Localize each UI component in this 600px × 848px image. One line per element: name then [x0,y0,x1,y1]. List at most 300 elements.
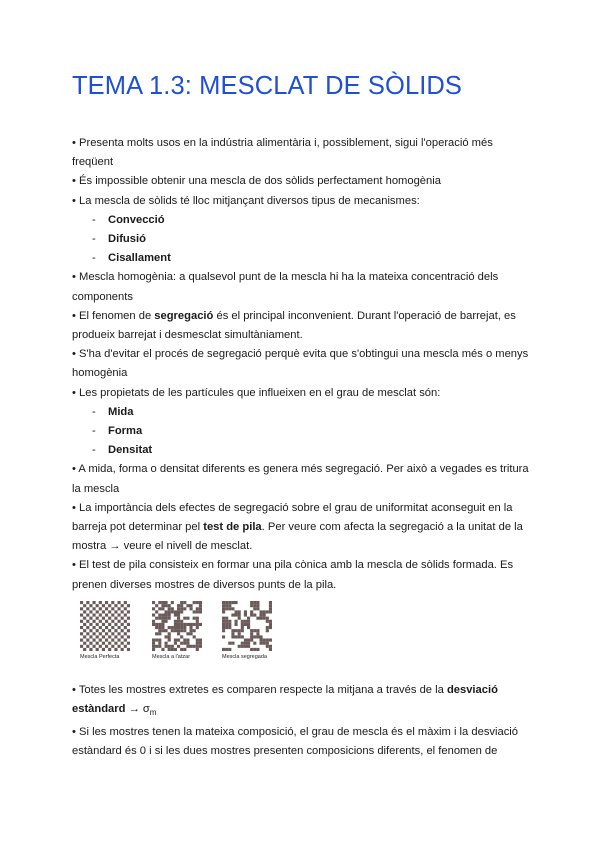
particle [263,638,266,641]
particle [124,620,127,623]
particle [102,610,105,613]
particle [180,604,183,607]
particle [118,620,121,623]
particle [111,613,114,616]
property-shape: Forma [108,425,143,438]
particle [161,648,164,651]
list-item: - Convecció [92,213,165,226]
particle [102,642,105,645]
paragraph-pile-test: • La importància dels efectes de segregació sobre el grau de uniformitat aconseguit en la barreja pot determinar pel test de pila. Per veure com afecta la segregació a la unitat de la mostra → veure el nivell de mesclat. [72,501,523,553]
particle [152,601,155,604]
particle [102,617,105,620]
particle [269,607,272,610]
particle [190,626,193,629]
particle [165,642,168,645]
particle [180,629,183,632]
particle [99,613,102,616]
particle [196,645,199,648]
particle [108,617,111,620]
particle [269,623,272,626]
particle [199,610,202,613]
particle [86,645,89,648]
particle [96,629,99,632]
particle [158,642,161,645]
particle [222,617,225,620]
mechanism-convection: Convecció [108,213,165,226]
particle [250,601,253,604]
particle [222,623,225,626]
particle [118,632,121,635]
particle [177,620,180,623]
particle [99,607,102,610]
particle [102,635,105,638]
particle [114,635,117,638]
particle [193,610,196,613]
particle [93,626,96,629]
particle [190,623,193,626]
particle [105,620,108,623]
particle [231,642,234,645]
particle [241,626,244,629]
particle [161,604,164,607]
particle [231,629,234,632]
particle [235,635,238,638]
particle [238,613,241,616]
particle [114,629,117,632]
particle [121,642,124,645]
particle [86,632,89,635]
particle [222,629,225,632]
particle [180,626,183,629]
particle [158,629,161,632]
particle [118,607,121,610]
particle [155,610,158,613]
particle [228,623,231,626]
particle [247,626,250,629]
particle [83,648,86,651]
particle [222,601,225,604]
paragraph-pile-description: • El test de pila consisteix en formar una pila cònica amb la mescla de sòlids formada. Es prenen diverses mostres de diversos punts de la pila. [72,559,514,591]
particle [263,610,266,613]
particle [235,623,238,626]
particle [199,638,202,641]
particle [152,648,155,651]
particle [183,623,186,626]
particle [228,604,231,607]
particle [86,620,89,623]
particle [83,617,86,620]
paragraph-mechanisms: • La mescla de sòlids té lloc mitjançant diversos tipus de mecanismes: [72,194,420,207]
particle [124,645,127,648]
particle [114,610,117,613]
particle [269,638,272,641]
particle [165,620,168,623]
particle [256,601,259,604]
particle [155,632,158,635]
particle [127,642,130,645]
particle [168,613,171,616]
particle [241,635,244,638]
particle [89,642,92,645]
particle [196,620,199,623]
particle [256,607,259,610]
particle [96,604,99,607]
particle [186,638,189,641]
paragraph-standard-deviation: • Totes les mostres extretes es comparen respecte la mitjana a través de la desviació estàndard → $\sigma_m$ [72,683,498,718]
particle [193,645,196,648]
particle [111,638,114,641]
particle [238,635,241,638]
particle [171,610,174,613]
particle [165,601,168,604]
particle [269,620,272,623]
particle [269,604,272,607]
particle [96,635,99,638]
particle [89,610,92,613]
particle [244,620,247,623]
particle [228,642,231,645]
particle [165,645,168,648]
particle [196,601,199,604]
particle [256,629,259,632]
particle [165,613,168,616]
particle [152,623,155,626]
list-item: - Difusió [92,233,146,246]
paragraph-uses: • Presenta molts usos en la indústria alimentària i, possiblement, sigui l'operació més freqüent [72,137,493,169]
particle [93,601,96,604]
particle [247,617,250,620]
particle [250,635,253,638]
particle [152,645,155,648]
particle [247,642,250,645]
particle [174,623,177,626]
particle [269,601,272,604]
particle [108,604,111,607]
particle [118,626,121,629]
particle [93,620,96,623]
particle [80,638,83,641]
particle [177,626,180,629]
particle [165,610,168,613]
particle [186,617,189,620]
particle [171,629,174,632]
particle [250,604,253,607]
particle [177,613,180,616]
particle [231,632,234,635]
particle [183,629,186,632]
particle [260,635,263,638]
particle [158,617,161,620]
particle [105,632,108,635]
particle [190,645,193,648]
particle [235,613,238,616]
paragraph-segregation: • El fenomen de segregació és el principal inconvenient. Durant l'operació de barrejat, es produeix barrejat i desmesclat simultàniament. [72,309,516,342]
particle [256,648,259,651]
particle [108,623,111,626]
particle [174,620,177,623]
particle [186,642,189,645]
particle [168,632,171,635]
particle [244,610,247,613]
particle [180,648,183,651]
particle [186,604,189,607]
perfect-mix-image [80,601,130,651]
particle [165,617,168,620]
particle [99,638,102,641]
particle [80,626,83,629]
particle [83,604,86,607]
paragraph-composition: • Si les mostres tenen la mateixa composició, el grau de mescla és el màxim i la desviació estàndard és 0 i si les dues mostres presenten composicions diferents, el fenomen de [72,725,519,757]
particle [165,629,168,632]
particle [266,617,269,620]
particle [171,626,174,629]
particle [250,632,253,635]
particle [244,638,247,641]
list-item: - Densitat [92,444,153,457]
particle [266,626,269,629]
particle [89,617,92,620]
particle [266,629,269,632]
particle [193,635,196,638]
particle [161,629,164,632]
particle [105,607,108,610]
particle [99,601,102,604]
particle [244,613,247,616]
particle [121,648,124,651]
particle [228,648,231,651]
particle [174,610,177,613]
particle [174,626,177,629]
particle [111,620,114,623]
figure-segregated-mix [222,601,302,661]
particle [190,604,193,607]
particle [93,607,96,610]
particle [238,629,241,632]
particle [177,610,180,613]
particle [83,629,86,632]
property-size: Mida [108,405,134,418]
particle [225,604,228,607]
particle [124,601,127,604]
particle [105,626,108,629]
particle [196,607,199,610]
particle [111,607,114,610]
particle [253,607,256,610]
particle [225,607,228,610]
particle [114,617,117,620]
particle [108,629,111,632]
particle [121,629,124,632]
particle [260,617,263,620]
particle [241,623,244,626]
particle [199,604,202,607]
list-item: - Cisallament [92,252,171,265]
particle [196,638,199,641]
figure-perfect-mix [80,601,160,661]
mixture-figures [72,595,530,681]
particle [196,623,199,626]
paragraph-differences: • A mida, forma o densitat diferents es genera més segregació. Per això a vegades es tritura la mescla [72,463,529,495]
particle [177,604,180,607]
particle [250,648,253,651]
particle [183,638,186,641]
segregated-mix-image [222,601,272,651]
particle [127,610,130,613]
particle [193,623,196,626]
particle [114,648,117,651]
particle [269,626,272,629]
particle [83,623,86,626]
particle [180,601,183,604]
particle [186,623,189,626]
particle [93,613,96,616]
particle [238,645,241,648]
particle [235,629,238,632]
particle [111,645,114,648]
particle [105,613,108,616]
particle [174,642,177,645]
particle [121,635,124,638]
particle [266,642,269,645]
particle [250,613,253,616]
particle [93,638,96,641]
particle [86,613,89,616]
property-density: Densitat [108,444,153,457]
particle [80,613,83,616]
particle [114,623,117,626]
particle [193,601,196,604]
particle [231,601,234,604]
particle [121,604,124,607]
particle [180,607,183,610]
particle [253,604,256,607]
particle [108,635,111,638]
particle [86,626,89,629]
particle [161,620,164,623]
particle [199,601,202,604]
particle [124,638,127,641]
particle [250,610,253,613]
particle [158,638,161,641]
particle [121,617,124,620]
particle [121,610,124,613]
particle [253,613,256,616]
particle [108,642,111,645]
particle [199,607,202,610]
particle [238,632,241,635]
particle [225,626,228,629]
particle [80,607,83,610]
particle [183,642,186,645]
particle [183,601,186,604]
particle [155,626,158,629]
particle [190,607,193,610]
particle [222,610,225,613]
particle [222,626,225,629]
paragraph-properties: • Les propietats de les partícules que influeixen en el grau de mesclat són: [72,386,441,399]
particle [105,645,108,648]
particle [228,626,231,629]
particle [89,604,92,607]
particle [222,604,225,607]
particle [269,648,272,651]
particle [247,638,250,641]
particle [193,629,196,632]
particle [102,648,105,651]
particle [168,610,171,613]
figure-caption: Mescla Perfecta [80,653,120,660]
particle [102,623,105,626]
particle [263,642,266,645]
figure-random-mix [152,601,232,661]
particle [168,617,171,620]
particle [152,613,155,616]
particle [155,604,158,607]
particle [124,607,127,610]
particle [108,648,111,651]
particle [105,638,108,641]
particle [256,635,259,638]
particle [89,635,92,638]
paragraph-homogeneity: • És impossible obtenir una mescla de dos sòlids perfectament homogènia [72,175,441,188]
particle [105,601,108,604]
particle [99,632,102,635]
particle [253,642,256,645]
particle [266,645,269,648]
particle [168,648,171,651]
particle [183,648,186,651]
particle [222,648,225,651]
particle [241,629,244,632]
particle [80,645,83,648]
particle [180,623,183,626]
particle [168,604,171,607]
particle [127,635,130,638]
particle [152,638,155,641]
particle [96,642,99,645]
particle [118,613,121,616]
particle [225,601,228,604]
figure-caption: Mescla a l'atzar [152,653,191,660]
particle [228,620,231,623]
particle [158,632,161,635]
particle [155,623,158,626]
particle [174,648,177,651]
particle [231,613,234,616]
particle [222,607,225,610]
particle [99,645,102,648]
particle [244,642,247,645]
particle [89,648,92,651]
particle [111,626,114,629]
particle [96,610,99,613]
particle [168,607,171,610]
particle [114,642,117,645]
particle [180,635,183,638]
particle [183,617,186,620]
particle [244,645,247,648]
particle [127,604,130,607]
particle [83,610,86,613]
particle [171,607,174,610]
paragraph-homogeneous-mix: • Mescla homogènia: a qualsevol punt de la mescla hi ha la mateixa concentració dels components [72,271,499,303]
particle [269,645,272,648]
particle [121,623,124,626]
particle [266,610,269,613]
particle [247,645,250,648]
particle [183,626,186,629]
particle [118,645,121,648]
